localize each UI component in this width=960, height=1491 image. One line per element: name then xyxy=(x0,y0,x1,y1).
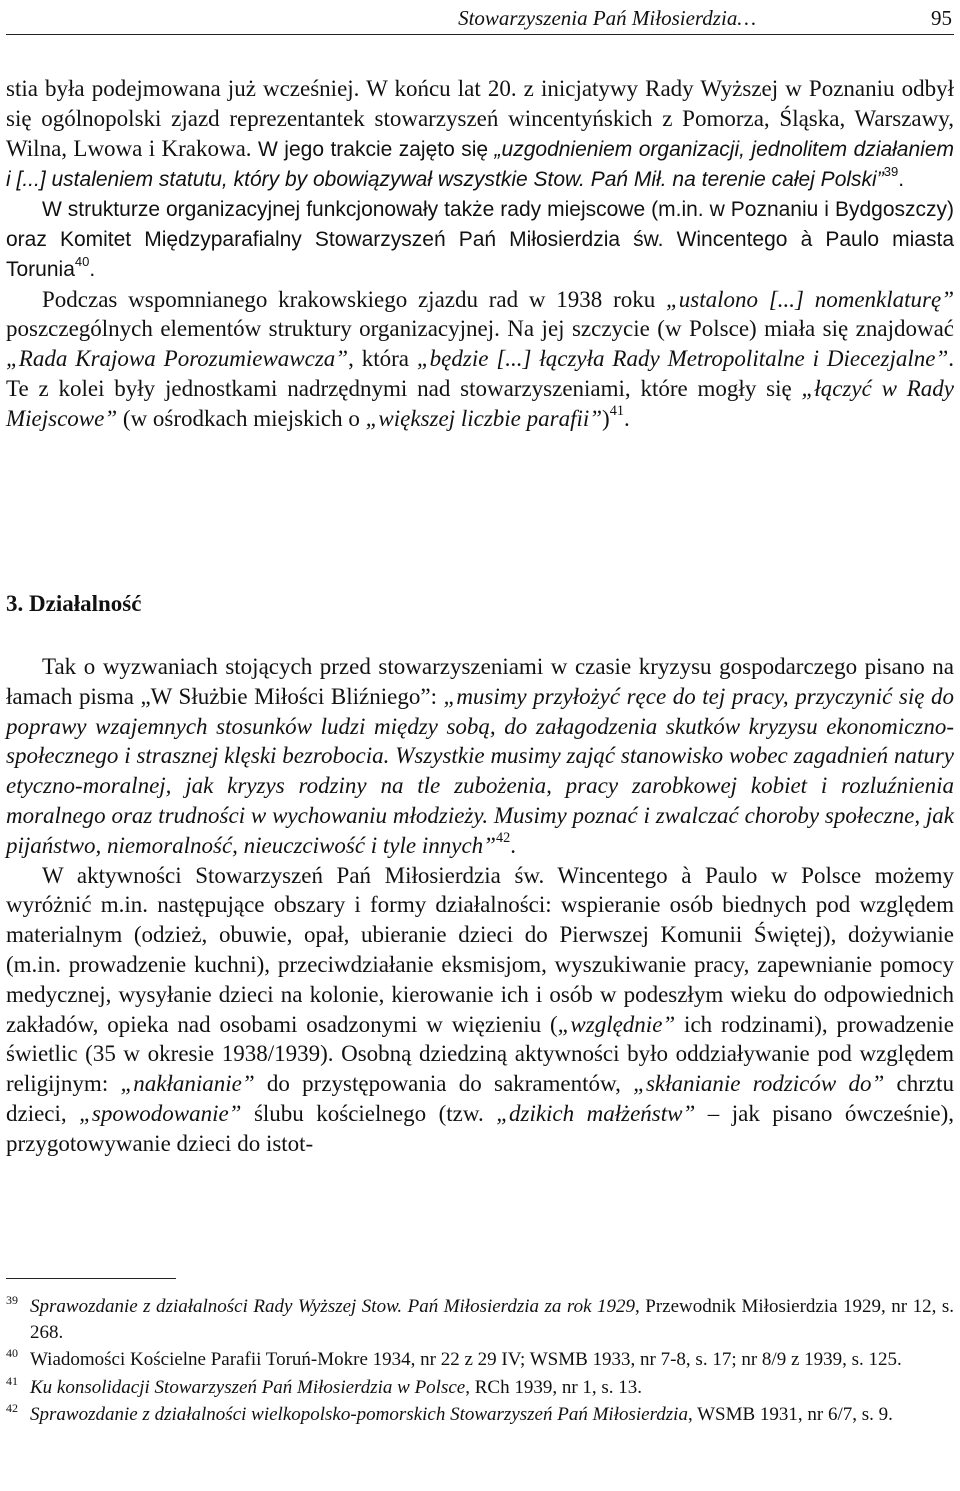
paragraph-5-text-2: ich rodzinami), prowadzenie świetlic (35 w okresie 1938/1939). Osobną dziedziną aktywności było oddziaływanie pod względem religijnym: xyxy=(6,1011,955,1097)
paragraph-3 xyxy=(6,285,954,434)
paragraph-4-text: Tak o wyzwaniach stojących przed stowarzyszeniami w czasie kryzysu gospodarczego pisano na łamach pisma „W Służbie Miłości Bliźniego”: xyxy=(6,654,954,709)
section-heading: 3. Działalność xyxy=(6,591,142,616)
paragraph-3-text-3: , która xyxy=(348,346,417,372)
running-head xyxy=(6,4,954,35)
paragraph-1-quote: „uzgodnieniem organizacji, jednolitem działaniem i [...] ustaleniem statutu, który by obowiązywał wszystkie Stow. Pań Mił. na terenie całej Polski” xyxy=(6,137,954,192)
paragraph-5-quote-5: „dzikich małżeństw” xyxy=(496,1100,696,1126)
paragraph-3-text-4: . Te z kolei były jednostkami nadrzędnymi nad stowarzyszeniami, które mogły się xyxy=(6,346,954,401)
footnote-number: 42 xyxy=(6,1401,18,1415)
paragraph-4-end: . xyxy=(510,832,516,858)
paragraph-2-text: W strukturze organizacyjnej funkcjonowały także rady miejscowe (m.in. w Poznaniu i Bydgoszczy) oraz Komitet Międzyparafialny Stowarzyszeń Pań Miłosierdzia św. Wincentego à Paulo miasta Torunia xyxy=(6,198,954,281)
footnote-41 xyxy=(6,1375,954,1401)
paragraph-3-quote-4: „łączyć w Rady Miejscowe” xyxy=(6,375,954,431)
paragraph-4-quote: „musimy przyłożyć ręce do tej pracy, przyczynić się do poprawy wzajemnych stosunków ludzi między sobą, do załagodzenia skutków kryzysu ekonomiczno-społecznego i strasznej klęski bezrobocia. Wszystkie musimy zająć stanowisko wobec zagadnień natury etyczno-moralnej, jak kryzys rodziny na tle zubożenia, pracy zarobkowej kobiet i rozluźnienia moralnego oraz trudności w wychowaniu młodzieży. Musimy poznać i zwalczać choroby społeczne, jak pijaństwo, niemoralność, nieuczciwość i tyle innych” xyxy=(6,683,954,858)
footnote-39 xyxy=(6,1294,954,1345)
paragraph-1-text: stia była podejmowana już wcześniej. W końcu lat 20. z inicjatywy Rady Wyższej w Poznaniu odbył się ogólnopolski zjazd reprezentantek stowarzyszeń wincentyńskich z Pomorza, Śląska, Warszawy, Wilna, Lwowa i Krakowa. xyxy=(6,76,954,161)
running-head-title: Stowarzyszenia Pań Miłosierdzia… xyxy=(458,6,756,30)
body-text-upper xyxy=(6,74,954,434)
paragraph-3-text-6: ) xyxy=(602,405,610,431)
footnote-ref-41: 41 xyxy=(609,402,624,419)
paragraph-5-quote-3: „skłanianie rodziców do” xyxy=(633,1071,885,1097)
paragraph-1 xyxy=(6,74,954,195)
paragraph-1-text-2: W jego trakcie zajęto się xyxy=(251,137,495,161)
footnote-text: , RCh 1939, nr 1, s. 13. xyxy=(465,1376,643,1398)
paragraph-2 xyxy=(6,195,954,284)
paragraph-3-text-1: Podczas wspomnianego krakowskiego zjazdu rad w 1938 roku xyxy=(42,286,667,312)
footnote-40 xyxy=(6,1347,954,1373)
body-text-lower xyxy=(6,652,954,1159)
paragraph-5-quote-1: „względnie” xyxy=(557,1011,676,1037)
footnote-text: Wiadomości Kościelne Parafii Toruń-Mokre 1934, nr 22 z 29 IV; WSMB 1933, nr 7-8, s. 17; nr 8/9 z 1939, s. 125. xyxy=(30,1349,902,1370)
footnote-ref-40: 40 xyxy=(74,253,90,269)
paragraph-1-end: . xyxy=(898,168,905,192)
paragraph-3-end: . xyxy=(623,405,630,431)
footnote-separator xyxy=(6,1278,176,1279)
footnotes xyxy=(6,1294,954,1430)
paragraph-5-quote-2: „nakłanianie” xyxy=(120,1071,255,1097)
footnote-42 xyxy=(6,1402,954,1428)
paragraph-3-text-5: (w ośrodkach miejskich o xyxy=(117,405,366,431)
paragraph-5-quote-4: „spowodowanie” xyxy=(79,1100,242,1126)
footnote-number: 41 xyxy=(6,1373,18,1388)
footnote-number: 39 xyxy=(6,1293,18,1307)
paragraph-5 xyxy=(6,861,954,1159)
paragraph-3-quote-3: „będzie [...] łączyła Rady Metropolitalne i Diecezjalne” xyxy=(416,346,949,372)
paragraph-5-text-4: chrztu dzieci, xyxy=(6,1071,955,1126)
footnote-text: , WSMB 1931, nr 6/7, s. 9. xyxy=(687,1404,893,1425)
paragraph-3-text-2: poszczególnych elementów struktury organizacyjnej. Na jej szczycie (w Polsce) miała się znajdować xyxy=(6,316,954,342)
footnote-text: , Przewodnik Miłosierdzia 1929, nr 12, s. 268. xyxy=(30,1296,954,1343)
footnote-ref-39: 39 xyxy=(883,164,899,180)
paragraph-5-text-3: do przystępowania do sakramentów, xyxy=(254,1071,634,1097)
paragraph-2-end: . xyxy=(89,257,96,281)
paragraph-5-text-6: – jak pisano ówcześnie), przygotowywanie dzieci do istot- xyxy=(6,1100,955,1156)
paragraph-3-quote-5: „większej liczbie parafii” xyxy=(365,405,603,431)
page-number: 95 xyxy=(931,6,952,30)
paragraph-5-text-1: W aktywności Stowarzyszeń Pań Miłosierdzia św. Wincentego à Paulo w Polsce możemy wyróżnić m.in. następujące obszary i formy działalności: wspieranie osób biednych pod względem materialnym (odzież, obuwie, opał, ubieranie dzieci do Pierwszej Komunii Świętej), dożywianie (m.in. prowadzenie kuchni), przeciwdziałanie eksmisjom, wyszukiwanie pracy, zapewnianie pomocy medycznej, wysyłanie dzieci na kolonie, kierowanie ich i osób w podeszłym wieku do odpowiednich zakładów, opieka nad osobami osadzonymi w więzieniu ( xyxy=(6,862,954,1037)
paragraph-3-quote-1: „ustalono [...] nomenklaturę” xyxy=(666,286,954,312)
paragraph-5-text-5: ślubu kościelnego (tzw. xyxy=(241,1100,497,1126)
footnote-ref-42: 42 xyxy=(495,830,511,846)
footnote-title: Sprawozdanie z działalności Rady Wyższej Stow. Pań Miłosierdzia za rok 1929 xyxy=(30,1296,636,1317)
footnote-number: 40 xyxy=(6,1346,18,1360)
paragraph-4 xyxy=(6,652,954,861)
paragraph-3-quote-2: „Rada Krajowa Porozumiewawcza” xyxy=(6,346,349,372)
footnote-title: Sprawozdanie z działalności wielkopolsko-pomorskich Stowarzyszeń Pań Miłosierdzia xyxy=(30,1404,688,1425)
footnote-title: Ku konsolidacji Stowarzyszeń Pań Miłosierdzia w Polsce xyxy=(30,1376,466,1398)
